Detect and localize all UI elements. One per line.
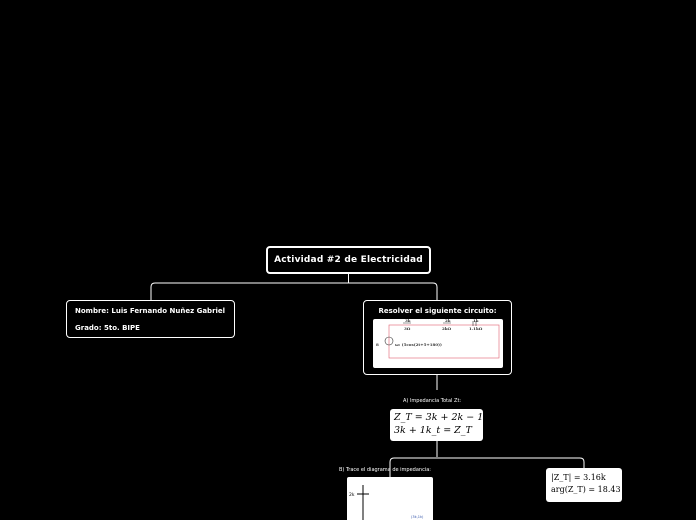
task-title: Resolver el siguiente circuito:: [378, 307, 497, 315]
result-angle: arg(Z_T) = 18.43: [551, 485, 621, 494]
circuit-top-label-1: 3k: [405, 319, 411, 323]
circuit-bottom-label-3: 1.1kΩ: [469, 326, 483, 331]
formula-line-1: Z_T = 3k + 2k − 1k: [394, 412, 490, 423]
formula-line-2: 3k + 1k_t = Z_T: [394, 425, 472, 436]
circuit-source-label: 8: [376, 342, 379, 347]
impedance-plot: [347, 477, 433, 520]
connector-branch-bar: [151, 283, 437, 300]
impedance-formula-node[interactable]: [390, 409, 490, 441]
circuit-schematic: [373, 319, 503, 368]
plot-axis-tick-label: 2k: [349, 493, 355, 498]
root-title: Actividad #2 de Electricidad: [274, 255, 423, 265]
circuit-bottom-label-1: 3Ω: [404, 326, 411, 331]
circuit-top-label-3: 1k: [473, 319, 479, 323]
circuit-bottom-label-2: 2kΩ: [442, 326, 452, 331]
student-info-node[interactable]: [66, 300, 235, 338]
sub-a-label: A) Impedancia Total Zt:: [403, 398, 462, 404]
sub-b-label: B) Trace el diagrama de impedancia:: [339, 467, 431, 473]
circuit-top-label-2: 2k: [445, 319, 451, 323]
root-topic[interactable]: [266, 246, 431, 274]
student-grade: Grado: 5to. BIPE: [75, 324, 140, 332]
student-name: Nombre: Luis Fernando Nuñez Gabriel: [75, 307, 226, 315]
impedance-diagram-image: [347, 477, 433, 520]
impedance-result-node[interactable]: [546, 468, 622, 502]
circuit-image: [373, 319, 503, 368]
result-magnitude: |Z_T| = 3.16k: [551, 473, 606, 482]
circuit-source-text: ω: (5cos(2t+5+180)): [395, 342, 442, 347]
circuit-task-node[interactable]: [363, 300, 512, 375]
plot-point-label: (3k,1k): [411, 515, 424, 519]
